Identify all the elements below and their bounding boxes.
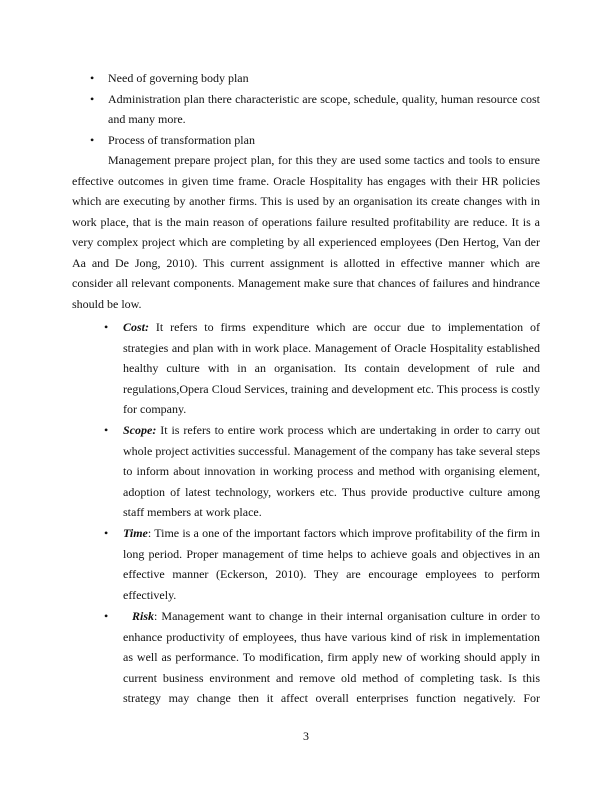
component-first-line: Scope: It is refers to entire work process which are undertaking in order to carry out [123, 423, 540, 437]
component-term: Cost: [123, 320, 150, 334]
component-line: long period. Proper management of time helps to achieve goals and objectives in an [123, 547, 540, 561]
component-term: Scope: [123, 423, 157, 437]
component-term: Risk [132, 609, 155, 623]
paragraph-line: Aa and De Jong, 2010). This current assignment is allotted in effective manner which are [72, 256, 540, 270]
paragraph-line: which are executing by another firms. This is used by an organisation its create changes with in [72, 194, 540, 208]
component-line: strategy may change then it affect overall enterprises function negatively. For [123, 691, 540, 705]
bullet-icon: • [104, 320, 109, 334]
component-first-line: Cost: It refers to firms expenditure which are occur due to implementation of [123, 320, 540, 334]
component-first-line: Time: Time is a one of the important factors which improve profitability of the firm in [123, 526, 540, 540]
component-line: for company. [123, 402, 187, 416]
component-line: current business environment and remove old method of completing task. Is this [123, 671, 540, 685]
paragraph-line: consider all relevant components. Management make sure that chances of failures and hindrance [72, 276, 540, 290]
component-term: Time [123, 526, 148, 540]
bullet-icon: • [104, 423, 109, 437]
component-line: regulations,Opera Cloud Services, training and development etc. This process is costly [123, 382, 540, 396]
component-line: staff members at work place. [123, 505, 262, 519]
component-line: effective manner (Eckerson, 2010). They are encourage employees to perform [123, 567, 540, 581]
paragraph-line: Management prepare project plan, for this they are used some tactics and tools to ensure [108, 153, 540, 167]
bullet-icon: • [90, 92, 95, 106]
component-line: whole project activities successful. Management of the company has take several steps [123, 444, 540, 458]
list-item-continued: and many more. [108, 112, 186, 126]
component-line: adoption of latest technology, workers etc. Thus provide productive culture among [123, 485, 540, 499]
component-line: strategies and plan with in work place. Management of Oracle Hospitality established [123, 341, 540, 355]
component-line: healthy culture with in an organisation. Its contain development of rule and [123, 361, 540, 375]
bullet-icon: • [90, 133, 95, 147]
bullet-icon: • [104, 609, 109, 623]
list-item: Process of transformation plan [108, 133, 255, 147]
bullet-icon: • [90, 71, 95, 85]
paragraph-line: very complex project which are completing by all experienced employees (Den Hertog, Van der [72, 235, 540, 249]
list-item: Need of governing body plan [108, 71, 249, 85]
component-first-line: Risk: Management want to change in their internal organisation culture in order to [132, 609, 540, 623]
bullet-icon: • [104, 526, 109, 540]
component-line: enhance productivity of employees, thus have various kind of risk in implementation [123, 630, 540, 644]
page-number: 3 [303, 729, 309, 743]
list-item: Administration plan there characteristic are scope, schedule, quality, human resource cost [108, 92, 540, 106]
paragraph-line: work place, that is the main reason of operations failure resulted profitability are reduce. It is a [72, 215, 540, 229]
component-line: to inform about innovation in working process and method with organising element, [123, 464, 540, 478]
paragraph-line: effective outcomes in given time frame. Oracle Hospitality has engages with their HR policies [72, 174, 540, 188]
component-line: as well as performance. To modification, firm apply new of working should apply in [123, 650, 540, 664]
component-line: effectively. [123, 588, 177, 602]
paragraph-line: should be low. [72, 297, 142, 311]
